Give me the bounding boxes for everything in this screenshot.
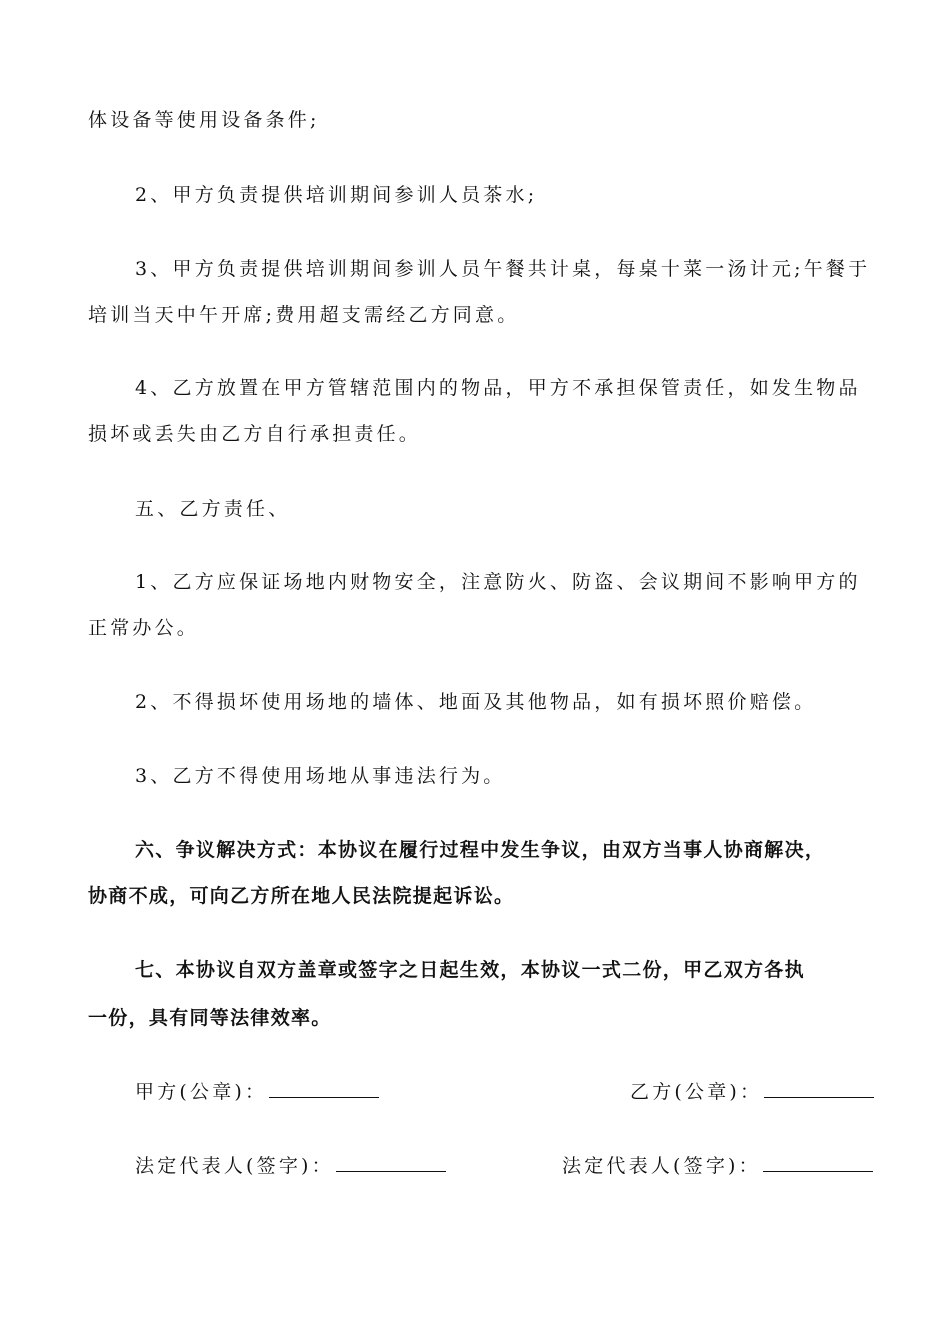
paragraph-line: 正常办公。 <box>88 617 200 639</box>
party-a-rep-field <box>135 1152 446 1180</box>
party-b-rep-label: 法定代表人(签字)： <box>562 1155 761 1177</box>
paragraph-line-bold: 一份，具有同等法律效率。 <box>88 1007 332 1029</box>
paragraph-line: 1、乙方应保证场地内财物安全，注意防火、防盗、会议期间不影响甲方的 <box>135 571 861 593</box>
paragraph-line-bold: 协商不成，可向乙方所在地人民法院提起诉讼。 <box>88 885 515 907</box>
party-b-rep-field <box>562 1152 873 1180</box>
party-b-seal-blank <box>764 1079 874 1098</box>
party-a-rep-label: 法定代表人(签字)： <box>135 1155 334 1177</box>
party-a-seal-field <box>135 1078 379 1106</box>
party-a-seal-label: 甲方(公章)： <box>135 1081 268 1103</box>
paragraph-line-bold: 七、本协议自双方盖章或签字之日起生效，本协议一式二份，甲乙双方各执 <box>135 959 805 981</box>
paragraph-line: 4、乙方放置在甲方管辖范围内的物品，甲方不承担保管责任，如发生物品 <box>135 377 861 399</box>
paragraph-line: 损坏或丢失由乙方自行承担责任。 <box>88 423 422 445</box>
paragraph-line: 3、甲方负责提供培训期间参训人员午餐共计桌，每桌十菜一汤计元;午餐于 <box>135 258 871 280</box>
paragraph-line: 2、不得损坏使用场地的墙体、地面及其他物品，如有损坏照价赔偿。 <box>135 691 817 713</box>
paragraph-line: 培训当天中午开席;费用超支需经乙方同意。 <box>88 304 520 326</box>
party-a-seal-blank <box>269 1079 379 1098</box>
party-b-seal-label: 乙方(公章)： <box>630 1081 763 1103</box>
paragraph-line: 2、甲方负责提供培训期间参训人员茶水; <box>135 184 538 206</box>
paragraph-line: 3、乙方不得使用场地从事违法行为。 <box>135 765 506 787</box>
party-a-rep-blank <box>336 1153 446 1172</box>
party-b-rep-blank <box>763 1153 873 1172</box>
paragraph-line: 体设备等使用设备条件; <box>88 109 320 131</box>
party-b-seal-field <box>630 1078 874 1106</box>
paragraph-line-bold: 六、争议解决方式：本协议在履行过程中发生争议，由双方当事人协商解决， <box>135 839 826 861</box>
section-heading: 五、乙方责任、 <box>135 498 291 520</box>
